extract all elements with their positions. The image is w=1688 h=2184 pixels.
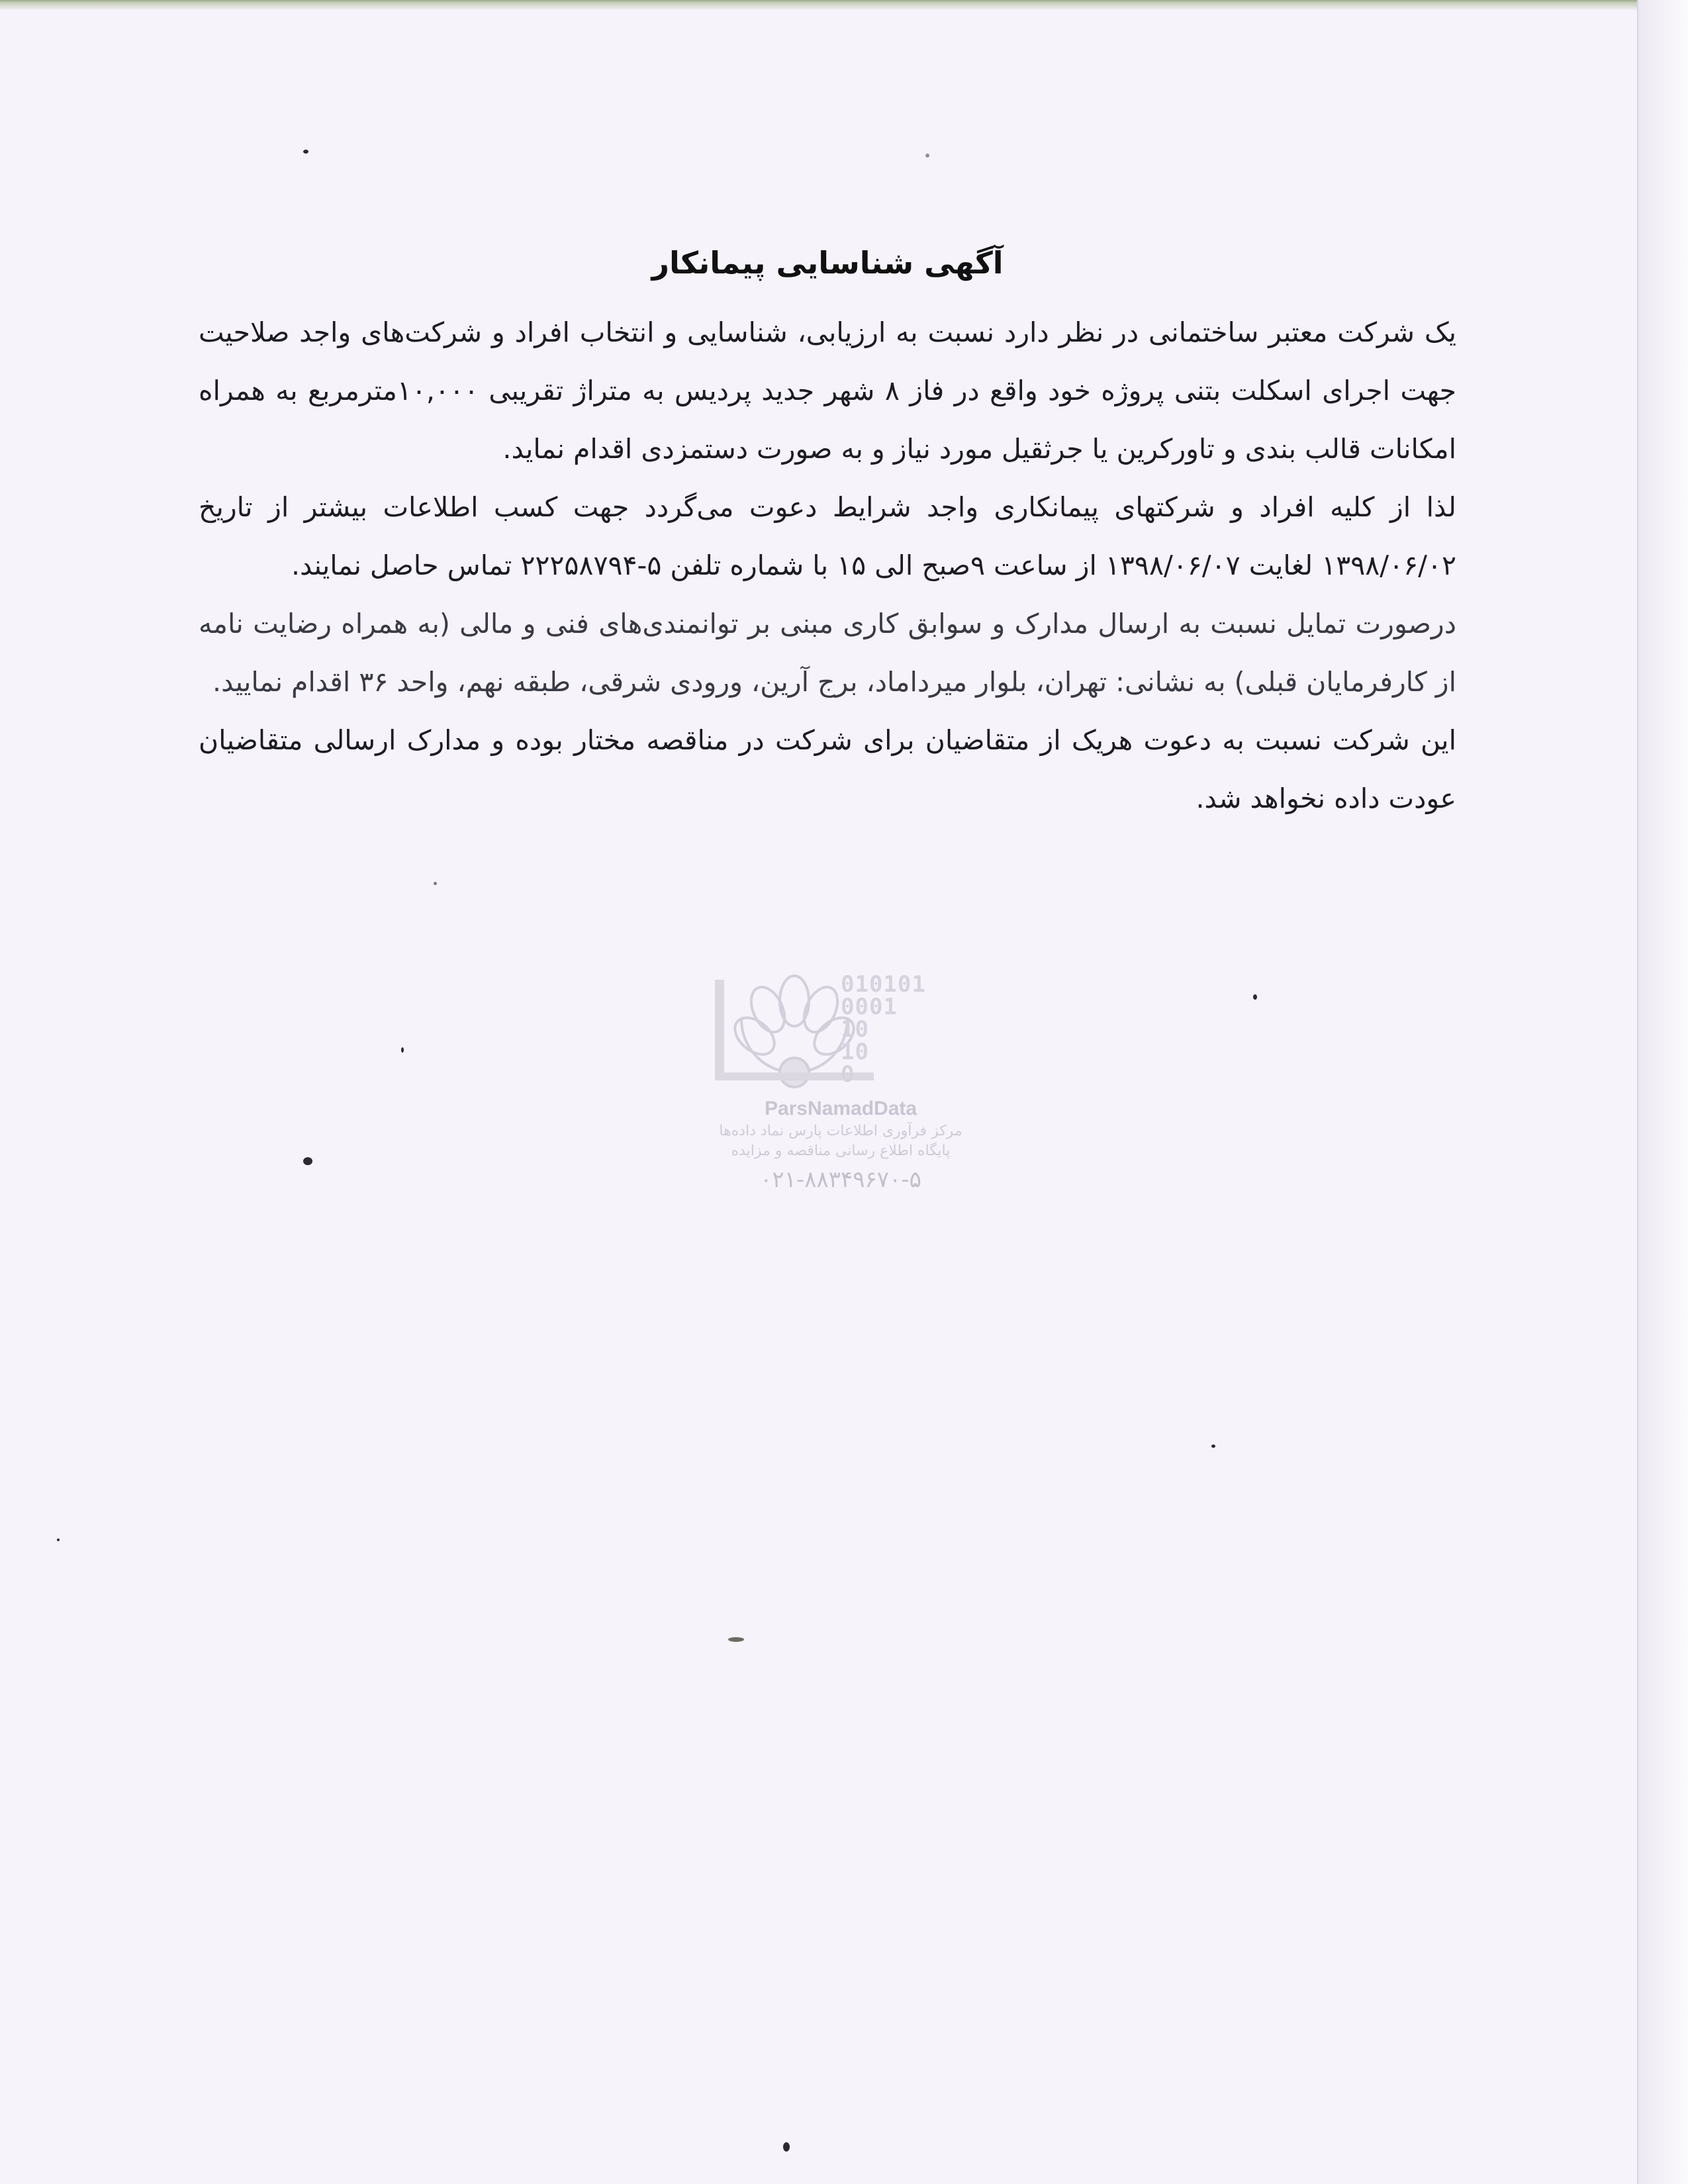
scan-speck: [57, 1539, 60, 1541]
scan-speck: [303, 1157, 312, 1165]
notice-paragraph-contact: لذا از کلیه افراد و شرکتهای پیمانکاری واجد شرایط دعوت می‌گردد جهت کسب اطلاعات بیشتر از تاریخ ۱۳۹۸/۰۶/۰۲ لغایت ۱۳۹۸/۰۶/۰۷ از ساعت ۹صبح الی ۱۵ با شماره تلفن ۵-۲۲۲۵۸۷۹۴ تماس حاصل نمایند.: [199, 491, 1456, 581]
page-top-edge: [0, 0, 1638, 11]
scan-speck: [1253, 994, 1257, 1000]
notice-paragraph-intro: یک شرکت معتبر ساختمانی در نظر دارد نسبت به ارزیابی، شناسایی و انتخاب افراد و شرکت‌های واجد صلاحیت جهت اجرای اسکلت بتنی پروژه خود واقع در فاز ۸ شهر جدید پردیس به متراژ تقریبی ۱۰,۰۰۰مترمربع به همراه امکانات قالب بندی و تاورکرین یا جرثقیل مورد نیاز و به صورت دستمزدی اقدام نماید.: [199, 316, 1456, 465]
scan-speck: [434, 882, 437, 885]
watermark-line-1: مرکز فرآوری اطلاعات پارس نماد داده‌ها: [719, 1123, 962, 1139]
notice-paragraph-terms: این شرکت نسبت به دعوت هریک از متقاضیان برای شرکت در مناقصه مختار بوده و مدارک ارسالی متقاضیان عودت داده نخواهد شد.: [199, 724, 1456, 814]
scan-speck: [728, 1637, 744, 1642]
watermark-line-2: پایگاه اطلاع رسانی مناقصه و مزایده: [731, 1143, 951, 1159]
scan-speck: [401, 1047, 404, 1053]
watermark-phone: ۰۲۱-۸۸۳۴۹۶۷۰-۵: [760, 1166, 921, 1193]
contractor-notice: [199, 245, 1456, 828]
notice-title: آگهی شناسایی پیمانکار: [651, 245, 1004, 281]
watermark-binary: 010101 0001 10 10 0: [841, 971, 926, 1088]
parsnamad-watermark: [702, 971, 980, 1193]
notice-paragraph-documents: درصورت تمایل نسبت به ارسال مدارک و سوابق کاری مبنی بر توانمندی‌های فنی و مالی (به همراه رضایت نامه از کارفرمایان قبلی) به نشانی: تهران، بلوار میرداماد، برج آرین، ورودی شرقی، طبقه نهم، واحد ۳۶ اقدام نمایید.: [199, 608, 1456, 698]
scan-speck: [925, 154, 929, 158]
scan-speck: [783, 2142, 790, 2152]
scan-speck: [303, 150, 308, 154]
watermark-brand: ParsNamadData: [764, 1098, 917, 1119]
page-right-edge: [1637, 0, 1688, 2184]
scan-speck: [1211, 1445, 1215, 1448]
